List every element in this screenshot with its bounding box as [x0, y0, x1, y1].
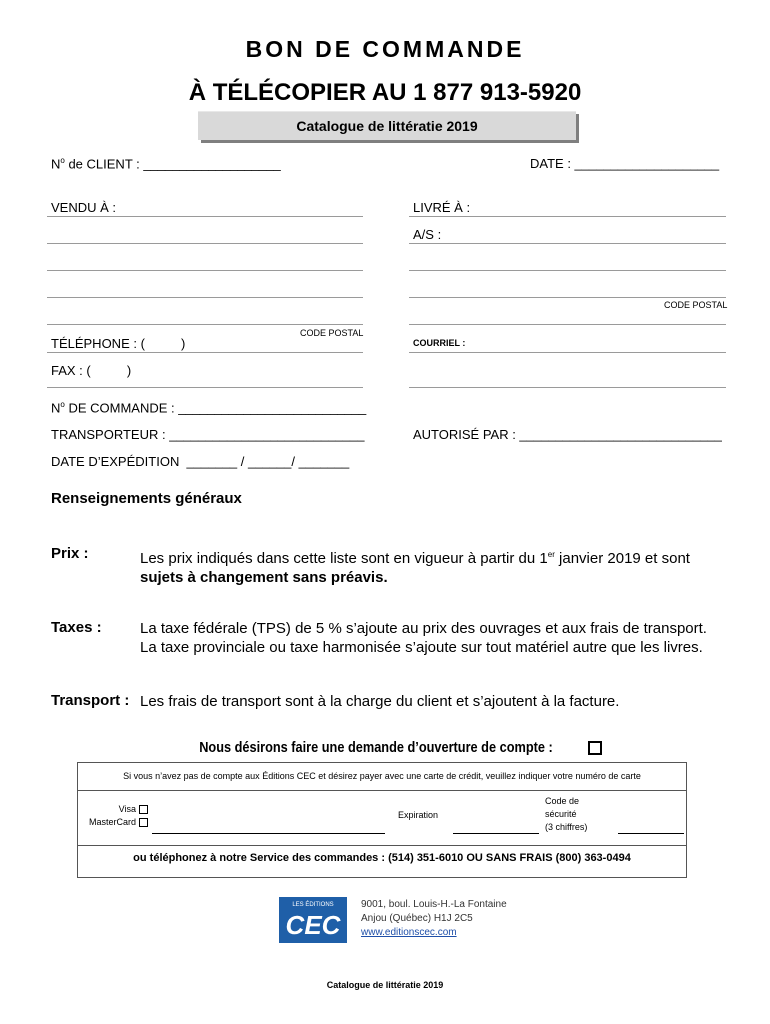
credit-card-box [77, 762, 687, 878]
email-label: COURRIEL : [413, 338, 466, 348]
footer-catalogue-title: Catalogue de littératie 2019 [326, 980, 444, 990]
order-number-field[interactable]: $N^o$ DE COMMANDE : __________________________ [51, 400, 367, 416]
telephone-label: TÉLÉPHONE : ( ) [51, 336, 186, 351]
publisher-address: 9001, boul. Louis-H.-La Fontaine Anjou (Québec) H1J 2C5 www.editionscec.com [361, 899, 507, 938]
visa-checkbox[interactable] [139, 805, 148, 814]
ship-to-line-4[interactable] [409, 297, 726, 298]
sold-to-line-3[interactable] [47, 270, 363, 271]
general-info-heading: Renseignements généraux [51, 490, 242, 507]
date-field[interactable]: DATE : ____________________ [530, 156, 720, 171]
sold-to-line-2[interactable] [47, 243, 363, 244]
price-text: Les prix indiqués dans cette liste sont en vigueur à partir du 1er janvier 2019 et sont sujets à changement sans préavis. [140, 550, 690, 586]
transport-text: Les frais de transport sont à la charge du client et s’ajoutent à la facture. [140, 693, 620, 710]
fax-number-heading: À TÉLÉCOPIER AU 1 877 913-5920 [188, 79, 582, 106]
security-code-label: Code de sécurité (3 chiffres) [545, 796, 588, 832]
ship-to-postal-code-label: CODE POSTAL [664, 300, 728, 310]
telephone-line[interactable] [47, 352, 363, 353]
transport-label: Transport : [51, 692, 130, 709]
card-number-line[interactable] [152, 833, 385, 834]
phone-order-line: ou téléphonez à notre Service des commandes : (514) 351-6010 OU SANS FRAIS (800) 363-0494 [133, 852, 631, 864]
expiration-line[interactable] [453, 833, 539, 834]
card-instruction: Si vous n’avez pas de compte aux Éditions CEC et désirez payer avec une carte de crédit, veuillez indiquer votre numéro de carte [123, 771, 641, 781]
page-title: BON DE COMMANDE [245, 36, 525, 62]
expiration-label: Expiration [398, 810, 439, 820]
sold-to-postal-code-label: CODE POSTAL [300, 328, 364, 338]
cec-logo: LES ÉDITIONS CEC [279, 897, 347, 943]
shipping-date-field[interactable]: DATE D’EXPÉDITION _______ / ______/ _______ [51, 454, 350, 469]
sold-to-line-5[interactable] [47, 324, 363, 325]
taxes-label: Taxes : [51, 619, 102, 636]
ship-to-line-5[interactable] [409, 324, 726, 325]
mastercard-checkbox[interactable] [139, 818, 148, 827]
sold-to-line-1[interactable] [47, 216, 363, 217]
website-link[interactable]: www.editionscec.com [361, 927, 457, 938]
ship-to-label: LIVRÉ À : [413, 200, 471, 215]
catalogue-banner [198, 111, 576, 140]
email-line[interactable] [409, 352, 726, 353]
ship-to-line-1[interactable] [409, 216, 726, 217]
right-blank-line[interactable] [409, 387, 726, 388]
ship-to-line-2[interactable] [409, 243, 726, 244]
ship-to-line-3[interactable] [409, 270, 726, 271]
fax-label: FAX : ( ) [51, 363, 132, 378]
attention-label: A/S : [413, 227, 442, 242]
sold-to-label: VENDU À : [51, 200, 117, 215]
banner-label: Catalogue de littératie 2019 [296, 118, 478, 134]
account-request[interactable]: Nous désirons faire une demande d’ouverture de compte : [0, 739, 770, 757]
mastercard-option[interactable]: MasterCard [86, 817, 148, 827]
authorized-by-field[interactable]: AUTORISÉ PAR : ____________________________ [413, 427, 722, 442]
client-number-field[interactable]: $N^o$ de CLIENT : ___________________ [51, 156, 281, 172]
fax-line[interactable] [47, 387, 363, 388]
taxes-text: La taxe fédérale (TPS) de 5 % s’ajoute au prix des ouvrages et aux frais de transport. La taxe provinciale ou taxe harmonisée s’ajoute sur tout matériel autre que les livres. [140, 620, 707, 656]
carrier-field[interactable]: TRANSPORTEUR : ___________________________ [51, 427, 365, 442]
security-code-line[interactable] [618, 833, 684, 834]
visa-option[interactable]: Visa [108, 804, 148, 814]
price-label: Prix : [51, 545, 89, 562]
account-request-checkbox[interactable] [588, 741, 602, 755]
sold-to-line-4[interactable] [47, 297, 363, 298]
